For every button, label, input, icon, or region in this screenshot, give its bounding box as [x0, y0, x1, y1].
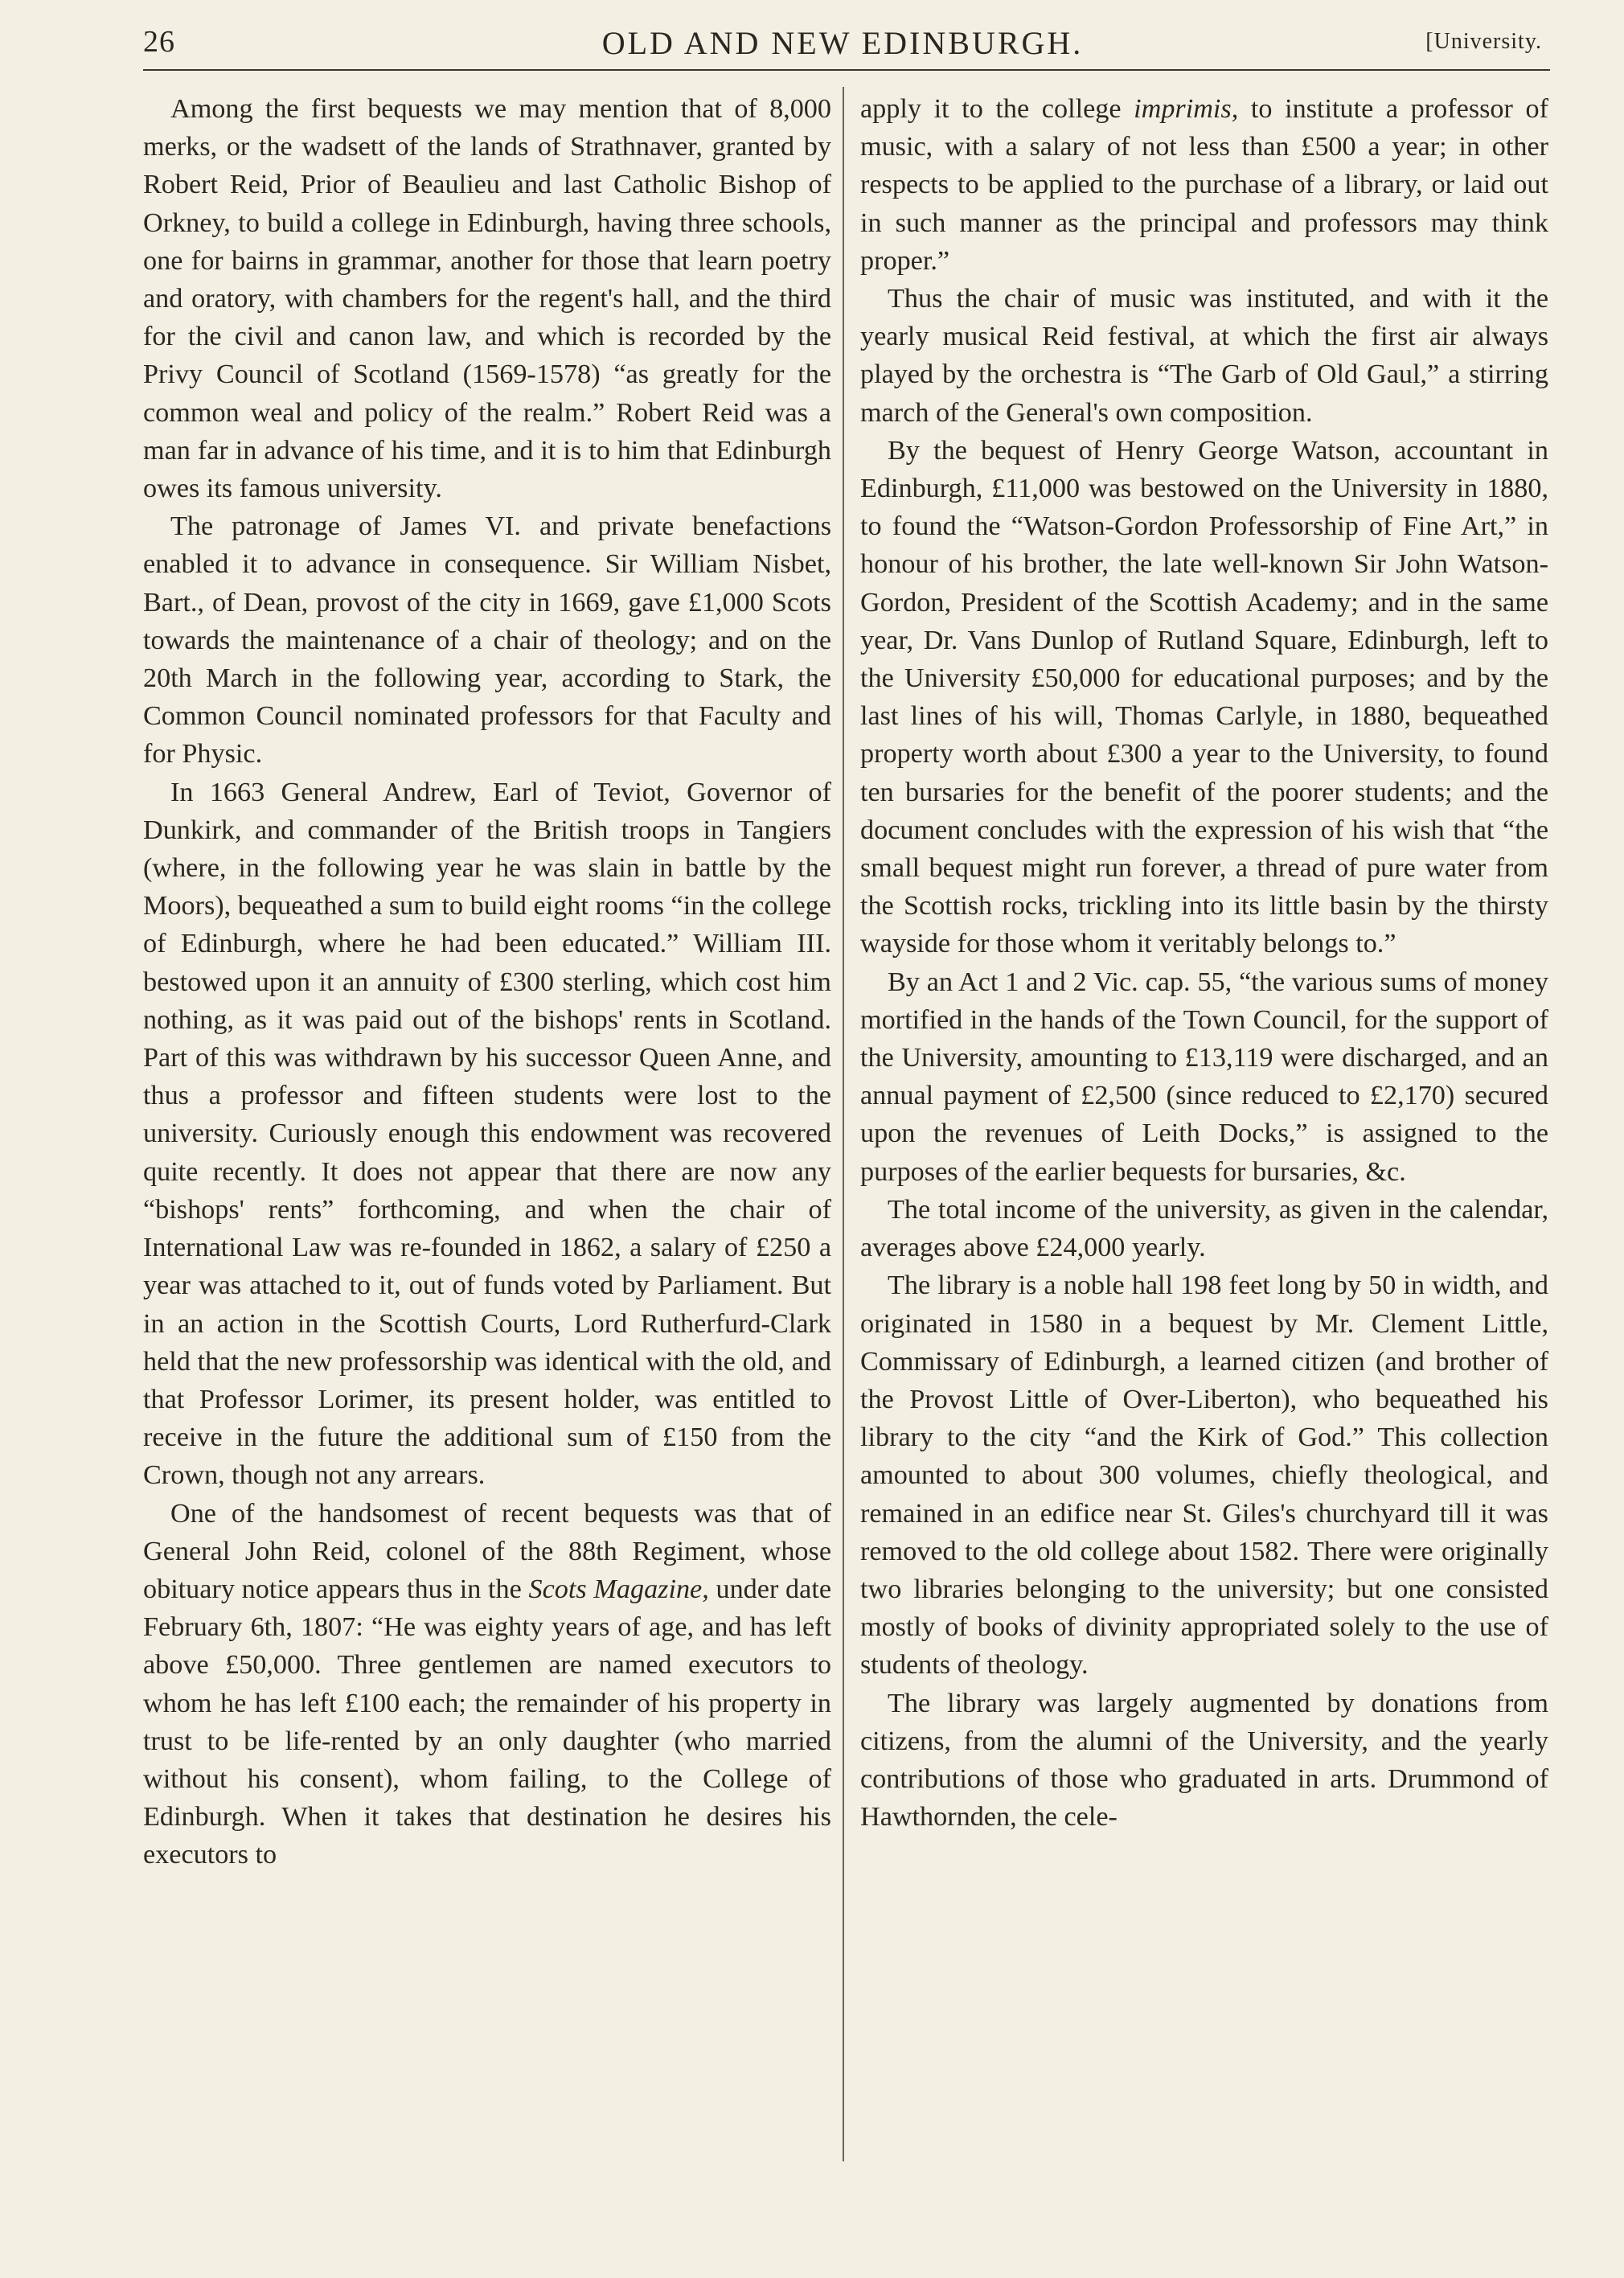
publication-title: Scots Magazine,: [528, 1574, 709, 1604]
right-column: [860, 90, 1548, 1836]
paragraph: The patronage of James VI. and private benefactions enabled it to advance in consequence. Sir William Nisbet, Bart., of Dean, provost of the city in 1669, gave £1,000 Scots towards the maintenance of a chair of theology; and on the 20th March in the following year, according to Stark, the Common Council nominated professors for that Faculty and for Physic.: [143, 511, 831, 770]
text-run: under date February 6th, 1807: “He was eighty years of age, and has left above £50,000. Three gentlemen are named executors to whom he has left £100 each; the remainder of his property in trust to be life-rented by an only daughter (who married without his consent), whom failing, to the College of Edinburgh. When it takes that destination he desires his executors to: [143, 1574, 831, 1870]
page-header: [143, 24, 1542, 64]
paragraph: In 1663 General Andrew, Earl of Teviot, Governor of Dunkirk, and commander of the British troops in Tangiers (where, in the following year he was slain in battle by the Moors), bequeathed a sum to build eight rooms “in the college of Edinburgh, where he had been educated.” William III. bestowed upon it an annuity of £300 sterling, which cost him nothing, as it was paid out of the bishops' rents in Scotland. Part of this was withdrawn by his successor Queen Anne, and thus a professor and fifteen students were lost to the university. Curiously enough this endowment was recovered quite recently. It does not appear that there are now any “bishops' rents” forthcoming, and when the chair of International Law was re-founded in 1862, a salary of £250 a year was attached to it, out of funds voted by Parliament. But in an action in the Scottish Courts, Lord Rutherfurd-Clark held that the new professorship was identical with the old, and that Professor Lorimer, its present holder, was entitled to receive in the future the additional sum of £150 from the Crown, though not any arrears.: [143, 777, 831, 1491]
paragraph: The library is a noble hall 198 feet long by 50 in width, and originated in 1580 in a bequest by Mr. Clement Little, Commissary of Edinburgh, a learned citizen (and brother of the Provost Little of Over-Liberton), who bequeathed his library to the city “and the Kirk of God.” This collection amounted to about 300 volumes, chiefly theological, and remained in an edifice near St. Giles's churchyard till it was removed to the old college about 1582. There were originally two libraries belonging to the university; but one consisted mostly of books of divinity appropriated solely to the use of students of theology.: [860, 1270, 1548, 1681]
text-run: to institute a professor of music, with a salary of not less than £500 a year; in other respects to be applied to the purchase of a library, or laid out in such manner as the principal and professors may think proper.”: [860, 94, 1549, 276]
column-divider: [843, 87, 844, 2161]
latin-term: imprimis,: [1134, 94, 1239, 124]
paragraph: Thus the chair of music was instituted, and with it the yearly musical Reid festival, at which the first air always played by the orchestra is “The Garb of Old Gaul,” a stirring march of the General's own composition.: [860, 284, 1548, 428]
paragraph: The library was largely augmented by donations from citizens, from the alumni of the University, and the yearly contributions of those who graduated in arts. Drummond of Hawthornden, the cele-: [860, 1688, 1548, 1833]
header-rule: [143, 69, 1550, 71]
paragraph: By the bequest of Henry George Watson, accountant in Edinburgh, £11,000 was bestowed on the University in 1880, to found the “Watson-Gordon Professorship of Fine Art,” in honour of his brother, the late well-known Sir John Watson-Gordon, President of the Scottish Academy; and in the same year, Dr. Vans Dunlop of Rutland Square, Edinburgh, left to the University £50,000 for educational purposes; and by the last lines of his will, Thomas Carlyle, in 1880, bequeathed property worth about £300 a year to the University, to found ten bursaries for the benefit of the poorer students; and the document concludes with the expression of his wish that “the small bequest might run forever, a thread of pure water from the Scottish rocks, trickling into its little basin by the thirsty wayside for those whom it veritably belongs to.”: [860, 435, 1548, 959]
paragraph: The total income of the university, as given in the calendar, averages above £24,000 yearly.: [860, 1194, 1548, 1263]
paragraph: [860, 90, 1548, 280]
text-run: One of the handsomest of recent bequests was that of General John Reid, colonel of the 88th Regiment, whose obituary notice appears thus in the: [143, 1498, 831, 1604]
paragraph: [143, 1495, 831, 1874]
left-column: [143, 90, 831, 1874]
page-number: 26: [143, 25, 175, 59]
section-tag: [University.: [1425, 29, 1542, 54]
paragraph: By an Act 1 and 2 Vic. cap. 55, “the various sums of money mortified in the hands of the Town Council, for the support of the University, amounting to £13,119 were discharged, and an annual payment of £2,500 (since reduced to £2,170) secured upon the revenues of Leith Docks,” is assigned to the purposes of the earlier bequests for bursaries, &c.: [860, 967, 1548, 1187]
paragraph: Among the first bequests we may mention that of 8,000 merks, or the wadsett of the lands of Strathnaver, granted by Robert Reid, Prior of Beaulieu and last Catholic Bishop of Orkney, to build a college in Edinburgh, having three schools, one for bairns in grammar, another for those that learn poetry and oratory, with chambers for the regent's hall, and the third for the civil and canon law, and which is recorded by the Privy Council of Scotland (1569-1578) “as greatly for the common weal and policy of the realm.” Robert Reid was a man far in advance of his time, and it is to him that Edinburgh owes its famous university.: [143, 94, 831, 504]
text-run: apply it to the college: [860, 94, 1134, 124]
running-title: OLD AND NEW EDINBURGH.: [601, 25, 1084, 61]
